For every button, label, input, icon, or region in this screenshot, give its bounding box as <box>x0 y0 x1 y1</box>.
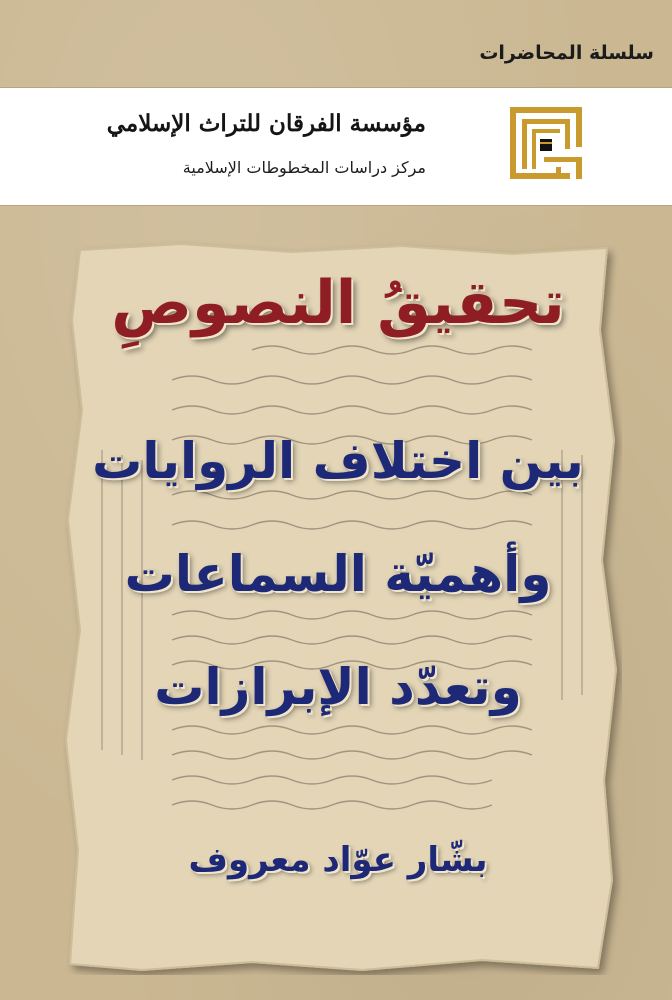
subtitle-line-1: بين اختلاف الروايات <box>92 432 584 490</box>
subtitle-line-3: وتعدّد الإبرازات <box>154 658 522 716</box>
publisher-name: مؤسسة الفرقان للتراث الإسلامي <box>106 110 426 137</box>
publisher-logo <box>500 97 592 189</box>
author-name: بشّار عوّاد معروف <box>188 840 488 880</box>
publisher-center: مركز دراسات المخطوطات الإسلامية <box>182 158 426 177</box>
subtitle-line-2: وأهميّة السماعات <box>124 545 552 603</box>
series-label: سلسلة المحاضرات <box>479 42 654 64</box>
book-title: تحقيقُ النصوصِ <box>111 268 565 338</box>
